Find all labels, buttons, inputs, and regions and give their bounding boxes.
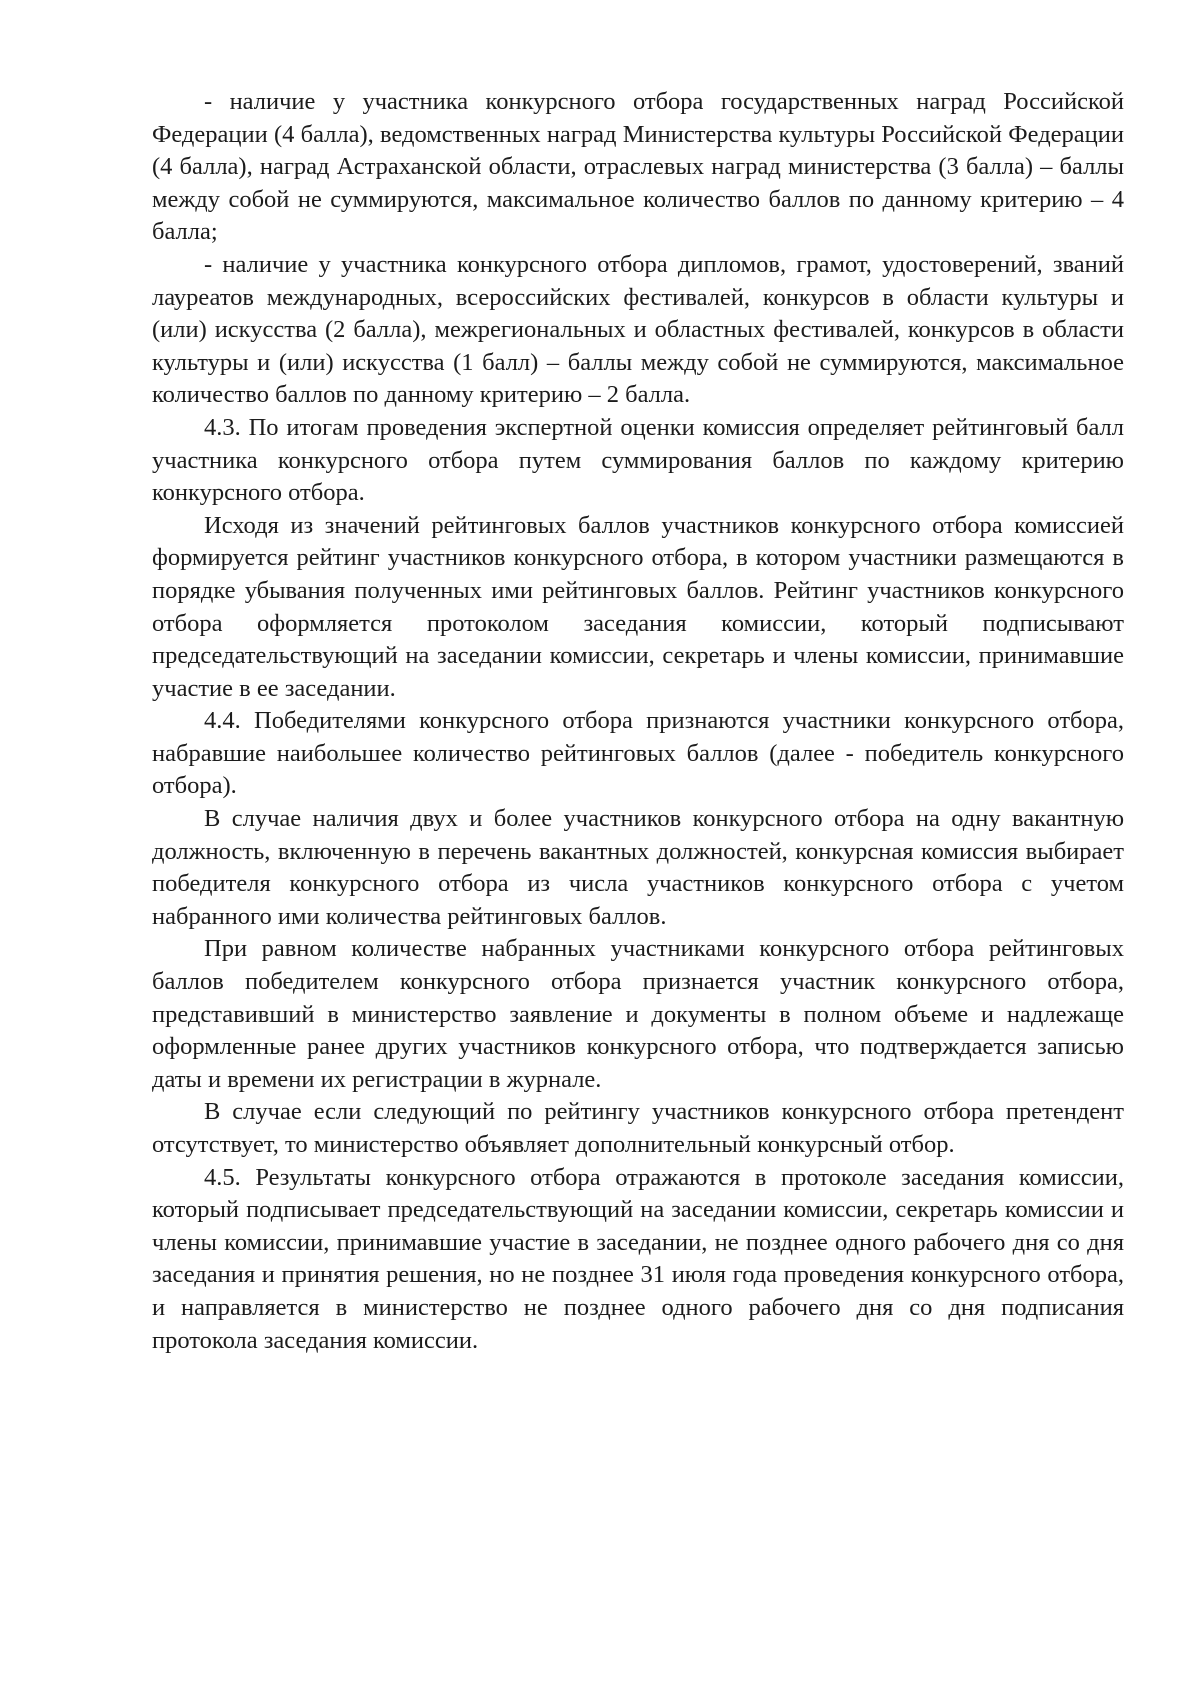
paragraph-multiple-candidates: В случае наличия двух и более участников конкурсного отбора на одну вакантную должность, включенную в перечень вакантных должностей, конкурсная комиссия выбирает победителя конкурсного отбора из числа участников конкурсного отбора с учетом набранного ими количества рейтинговых баллов.	[152, 805, 1124, 930]
paragraph-criterion-state-awards: - наличие у участника конкурсного отбора государственных наград Российской Федерации (4 балла), ведомственных наград Министерства культуры Российской Федерации (4 балла), наград Астраханской области, отраслевых наград министерства (3 балла) – баллы между собой не суммируются, максимальное количество баллов по данному критерию – 4 балла;	[152, 88, 1124, 246]
paragraph-4-5: 4.5. Результаты конкурсного отбора отражаются в протоколе заседания комиссии, который подписывает председательствующий на заседании комиссии, секретарь комиссии и члены комиссии, принимавшие участие в заседании, не позднее одного рабочего дня со дня заседания и принятия решения, но не позднее 31 июля года проведения конкурсного отбора, и направляется в министерство не позднее одного рабочего дня со дня подписания протокола заседания комиссии.	[152, 1163, 1124, 1354]
paragraph-additional-selection: В случае если следующий по рейтингу участников конкурсного отбора претендент отсутствует, то министерство объявляет дополнительный конкурсный отбор.	[152, 1098, 1124, 1158]
paragraph-equal-scores: При равном количестве набранных участниками конкурсного отбора рейтинговых баллов победителем конкурсного отбора признается участник конкурсного отбора, представивший в министерство заявление и документы в полном объеме и надлежаще оформленные ранее других участников конкурсного отбора, что подтверждается записью даты и времени их регистрации в журнале.	[152, 935, 1124, 1093]
paragraph-4-4: 4.4. Победителями конкурсного отбора признаются участники конкурсного отбора, набравшие наибольшее количество рейтинговых баллов (далее - победитель конкурсного отбора).	[152, 707, 1124, 800]
paragraph-rating-formation: Исходя из значений рейтинговых баллов участников конкурсного отбора комиссией формируется рейтинг участников конкурсного отбора, в котором участники размещаются в порядке убывания полученных ими рейтинговых баллов. Рейтинг участников конкурсного отбора оформляется протоколом заседания комиссии, который подписывают председательствующий на заседании комиссии, секретарь и члены комиссии, принимавшие участие в ее заседании.	[152, 511, 1124, 702]
document-body	[152, 86, 1124, 1357]
paragraph-criterion-diplomas: - наличие у участника конкурсного отбора дипломов, грамот, удостоверений, званий лауреатов международных, всероссийских фестивалей, конкурсов в области культуры и (или) искусства (2 балла), межрегиональных и областных фестивалей, конкурсов в области культуры и (или) искусства (1 балл) – баллы между собой не суммируются, максимальное количество баллов по данному критерию – 2 балла.	[152, 250, 1124, 409]
paragraph-4-3: 4.3. По итогам проведения экспертной оценки комиссия определяет рейтинговый балл участника конкурсного отбора путем суммирования баллов по каждому критерию конкурсного отбора.	[152, 413, 1124, 507]
